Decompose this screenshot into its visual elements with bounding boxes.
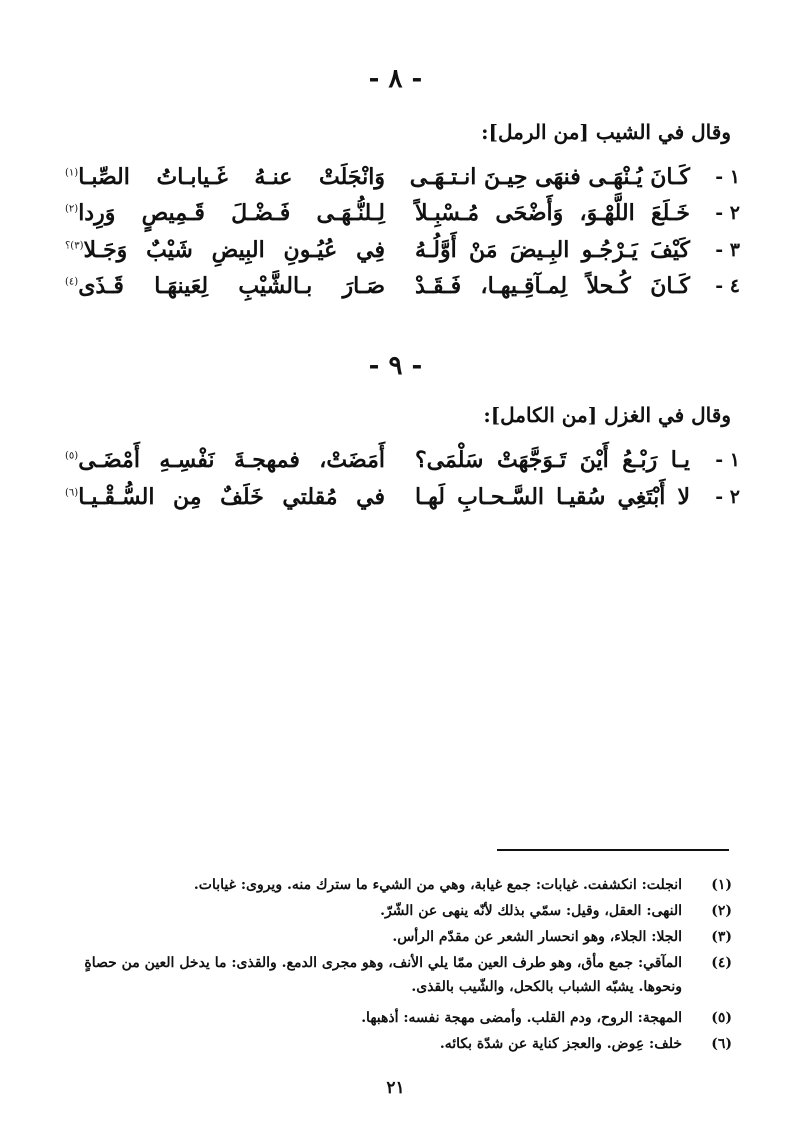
verse-text: لِـلنُّـهَـى فَـضْـلَ قَـمِيصٍ وَرِدا — [78, 200, 385, 226]
footnote-marker: (٤) — [65, 276, 79, 288]
section-9-intro: وقال في الغزل [من الكامل]: — [483, 403, 731, 427]
verse-second-hemistich — [65, 164, 385, 190]
footnote-number: (٢) — [711, 903, 732, 919]
footnote-5 — [60, 1006, 732, 1030]
verse-number: ٣ - — [715, 239, 740, 261]
footnote-marker: (٥) — [65, 450, 79, 462]
verse-second-hemistich — [65, 200, 385, 226]
verse-first-hemistich: كَيْفَ يَـرْجُـو البِـيضَ مَنْ أَوَّلُـهُ — [415, 237, 690, 263]
footnote-marker: (٢) — [65, 203, 79, 215]
verse-text: أَمَضَتْ، فمهجـةَ نَفْسِـهِ أَمْضَـى — [78, 447, 385, 473]
verse-number: ٢ - — [715, 202, 740, 224]
verse-first-hemistich: يـا رَبْـعُ أَيْنَ تَـوَجَّهَتْ سَلْمَى؟ — [415, 447, 690, 473]
footnote-4 — [60, 951, 732, 999]
verse-number: ٤ - — [715, 275, 740, 297]
footnote-text: النهى: العقل، وقيل: سمّي بذلك لأنّه ينهى عن الشّرّ. — [380, 903, 682, 919]
verse-8-2 — [40, 200, 740, 236]
verse-number: ١ - — [715, 166, 740, 188]
footnote-1 — [60, 873, 732, 897]
footnote-number: (٤) — [711, 955, 732, 971]
verse-text: صَـارَ بـالشَّيْبِ لِعَينهَـا قَـذَى — [78, 273, 385, 299]
section-8-number: - ٨ - — [368, 64, 423, 94]
footnote-text: خلف: عِوض. والعجز كناية عن شدّة بكائه. — [439, 1036, 682, 1052]
page-number: ٢١ — [386, 1078, 405, 1098]
verse-9-2 — [40, 484, 740, 520]
verse-second-hemistich — [65, 484, 385, 510]
section-9-number: - ٩ - — [368, 351, 423, 381]
footnote-text: المهجة: الروح، ودم القلب. وأمضى مهجة نفسه: أذهبها. — [361, 1010, 682, 1026]
footnote-number: (٦) — [711, 1036, 732, 1052]
footnote-number: (٣) — [711, 929, 732, 945]
verse-second-hemistich — [65, 237, 385, 263]
footnote-text: المآقي: جمع مأق، وهو طرف العين ممّا يلي الأنف، وهو مجرى الدمع. والقذى: ما يدخل العين من حصاةٍ ونحوها. يشبّه الشباب بالكحل، والشّيب بالقذى. — [84, 955, 682, 995]
verse-text: فِي عُيُـونِ البِيضِ شَيْبٌ وَجَـلا — [83, 237, 385, 263]
section-8-intro: وقال في الشيب [من الرمل]: — [481, 120, 731, 144]
verse-text: وَانْجَلَتْ عنـهُ غَـيابـاتُ الصِّبـا — [78, 164, 385, 190]
verse-first-hemistich: كَـانَ يُـنْهَـى فنهَى حِيـنَ انـتـهَـى — [409, 164, 690, 190]
verse-9-1 — [40, 447, 740, 483]
footnote-text: انجلت: انكشفت. غيابات: جمع غيابة، وهي من الشيء ما سترك منه. ويروى: غيابات. — [193, 877, 682, 893]
footnote-marker: (٦) — [65, 487, 79, 499]
verse-second-hemistich — [65, 447, 385, 473]
verse-second-hemistich — [65, 273, 385, 299]
verse-first-hemistich: خَـلَعَ اللَّهْـوَ، وَأَضْحَى مُـسْبِـلاً — [415, 200, 690, 226]
footnote-marker: (٣)؟ — [65, 240, 84, 252]
footnote-number: (٥) — [711, 1010, 732, 1026]
footnote-text: الجلا: الجلاء، وهو انحسار الشعر عن مقدّم الرأس. — [392, 929, 682, 945]
verse-number: ١ - — [715, 449, 740, 471]
verse-text: في مُقلتي خَلَفٌ مِن السُّـقْـيـا — [78, 484, 385, 510]
verse-first-hemistich: لا أَبْتَغِي سُقيـا السَّـحـابِ لَهـا — [415, 484, 690, 510]
footnote-number: (١) — [711, 877, 732, 893]
footnote-3 — [60, 925, 732, 949]
footnote-marker: (١) — [65, 167, 79, 179]
footnote-separator — [497, 849, 729, 851]
verse-8-4 — [40, 273, 740, 309]
verse-8-3 — [40, 237, 740, 273]
footnote-2 — [60, 899, 732, 923]
verse-8-1 — [40, 164, 740, 200]
verse-number: ٢ - — [715, 486, 740, 508]
verse-first-hemistich: كَـانَ كُـحلاً لِمـآقِـيهـا، فَـقَـدْ — [415, 273, 690, 299]
footnote-6 — [60, 1032, 732, 1056]
